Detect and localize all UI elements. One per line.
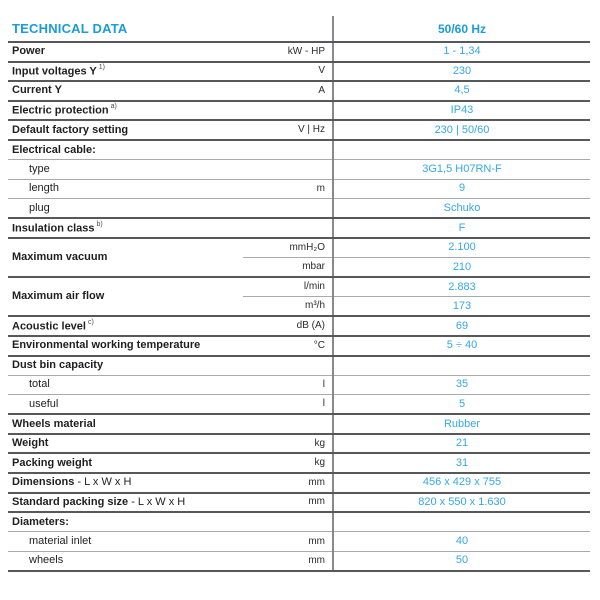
row-unit [243, 101, 333, 121]
row-label-text: Acoustic level [12, 320, 86, 333]
row-label-text: Dimensions [12, 476, 75, 489]
row-unit: m³/h [243, 297, 333, 317]
row-label [8, 532, 243, 552]
row-unit: l [243, 395, 333, 415]
row-label [8, 101, 243, 121]
row-value: 4,5 [333, 81, 590, 101]
row-label [8, 395, 243, 415]
row-label-text: Packing weight [12, 456, 93, 469]
table-row [8, 493, 590, 513]
row-unit [243, 199, 333, 219]
row-label-text: Maximum vacuum [12, 251, 108, 264]
row-unit: dB (A) [243, 316, 333, 336]
row-label [8, 81, 243, 101]
row-value: 2.883 [333, 277, 590, 297]
row-unit: kg [243, 453, 333, 473]
row-label [8, 493, 243, 513]
row-label-text: useful [29, 397, 59, 410]
row-label [8, 42, 243, 62]
table-row [8, 512, 590, 532]
row-label [8, 414, 243, 434]
row-value [333, 140, 590, 160]
table-row [8, 277, 590, 297]
row-label [8, 356, 243, 376]
row-label-text: Electric protection [12, 104, 109, 117]
row-label-text: Dust bin capacity [12, 359, 104, 372]
table-row [8, 218, 590, 238]
row-unit [243, 356, 333, 376]
row-value: 230 [333, 62, 590, 82]
row-value: 31 [333, 453, 590, 473]
row-label [8, 277, 243, 316]
row-unit: V [243, 62, 333, 82]
row-unit: mm [243, 473, 333, 493]
row-value: 456 x 429 x 755 [333, 473, 590, 493]
row-unit: V | Hz [243, 120, 333, 140]
row-value [333, 356, 590, 376]
row-unit [243, 140, 333, 160]
footnote-marker: c) [87, 318, 94, 326]
row-label [8, 473, 243, 493]
row-label-text: Current Y [12, 84, 62, 97]
table-row [8, 199, 590, 219]
table-row [8, 532, 590, 552]
row-label-text: length [29, 182, 59, 195]
table-row [8, 101, 590, 121]
table-row [8, 414, 590, 434]
row-unit [243, 160, 333, 180]
table-header-row [8, 16, 590, 42]
table-row [8, 375, 590, 395]
row-label-text: Default factory setting [12, 123, 129, 136]
row-value: 2.100 [333, 238, 590, 258]
row-value: 1 - 1,34 [333, 42, 590, 62]
row-label-text: Standard packing size [12, 495, 129, 508]
footnote-marker: a) [110, 103, 117, 111]
row-value: F [333, 218, 590, 238]
row-unit: kg [243, 434, 333, 454]
row-value: IP43 [333, 101, 590, 121]
row-value: 3G1,5 H07RN-F [333, 160, 590, 180]
row-unit: mm [243, 551, 333, 571]
row-value: 21 [333, 434, 590, 454]
row-label [8, 238, 243, 277]
row-label-text: Power [12, 45, 46, 58]
row-unit [243, 218, 333, 238]
row-unit: m [243, 179, 333, 199]
page-title: TECHNICAL DATA [8, 16, 333, 42]
row-label [8, 140, 243, 160]
row-unit: mm [243, 532, 333, 552]
table-row [8, 120, 590, 140]
row-label-text: material inlet [29, 535, 92, 548]
row-value: 210 [333, 258, 590, 278]
row-label [8, 120, 243, 140]
table-body [8, 42, 590, 571]
row-label [8, 434, 243, 454]
table-row [8, 336, 590, 356]
row-value: 5 [333, 395, 590, 415]
row-label [8, 179, 243, 199]
row-value: 9 [333, 179, 590, 199]
row-unit [243, 512, 333, 532]
row-unit: l [243, 375, 333, 395]
row-label-text: total [29, 378, 50, 391]
row-label-text: plug [29, 201, 50, 214]
row-unit: kW - HP [243, 42, 333, 62]
row-value: 69 [333, 316, 590, 336]
row-unit: °C [243, 336, 333, 356]
table-row [8, 179, 590, 199]
table-row [8, 62, 590, 82]
row-label [8, 316, 243, 336]
row-label-text: Electrical cable: [12, 143, 96, 156]
row-unit: mmH₂O [243, 238, 333, 258]
row-label-text: type [29, 162, 50, 175]
table-row [8, 81, 590, 101]
row-label [8, 62, 243, 82]
row-label [8, 551, 243, 571]
row-label-text: wheels [29, 554, 64, 567]
table-row [8, 395, 590, 415]
table-row [8, 551, 590, 571]
table-row [8, 356, 590, 376]
row-unit: l/min [243, 277, 333, 297]
row-label [8, 375, 243, 395]
table-row [8, 160, 590, 180]
row-label [8, 336, 243, 356]
row-label-text: Weight [12, 437, 49, 450]
table-row [8, 316, 590, 336]
frequency-column-header: 50/60 Hz [333, 16, 590, 42]
table-row [8, 238, 590, 258]
row-label-suffix: - L x W x H [74, 476, 132, 489]
row-label [8, 160, 243, 180]
row-unit: A [243, 81, 333, 101]
row-value: 820 x 550 x 1.630 [333, 493, 590, 513]
row-value: 5 ÷ 40 [333, 336, 590, 356]
row-value: 230 | 50/60 [333, 120, 590, 140]
row-label-text: Maximum air flow [12, 290, 105, 303]
technical-data-table [8, 16, 590, 572]
table-row [8, 434, 590, 454]
row-unit: mm [243, 493, 333, 513]
row-label-text: Insulation class [12, 222, 95, 235]
footnote-marker: b) [96, 220, 103, 228]
row-label [8, 218, 243, 238]
row-label [8, 199, 243, 219]
row-label-text: Diameters: [12, 515, 69, 528]
table-row [8, 42, 590, 62]
table-row [8, 473, 590, 493]
row-unit: mbar [243, 258, 333, 278]
table-row [8, 140, 590, 160]
row-label [8, 512, 243, 532]
row-value: 50 [333, 551, 590, 571]
row-value: 173 [333, 297, 590, 317]
table-row [8, 453, 590, 473]
row-label [8, 453, 243, 473]
row-label-text: Environmental working temperature [12, 339, 201, 352]
row-label-text: Input voltages Y [12, 65, 97, 78]
row-label-text: Wheels material [12, 417, 96, 430]
row-label-suffix: - L x W x H [128, 495, 186, 508]
row-value [333, 512, 590, 532]
row-value: 35 [333, 375, 590, 395]
row-unit [243, 414, 333, 434]
row-value: 40 [333, 532, 590, 552]
row-value: Schuko [333, 199, 590, 219]
row-value: Rubber [333, 414, 590, 434]
footnote-marker: 1) [98, 64, 105, 72]
